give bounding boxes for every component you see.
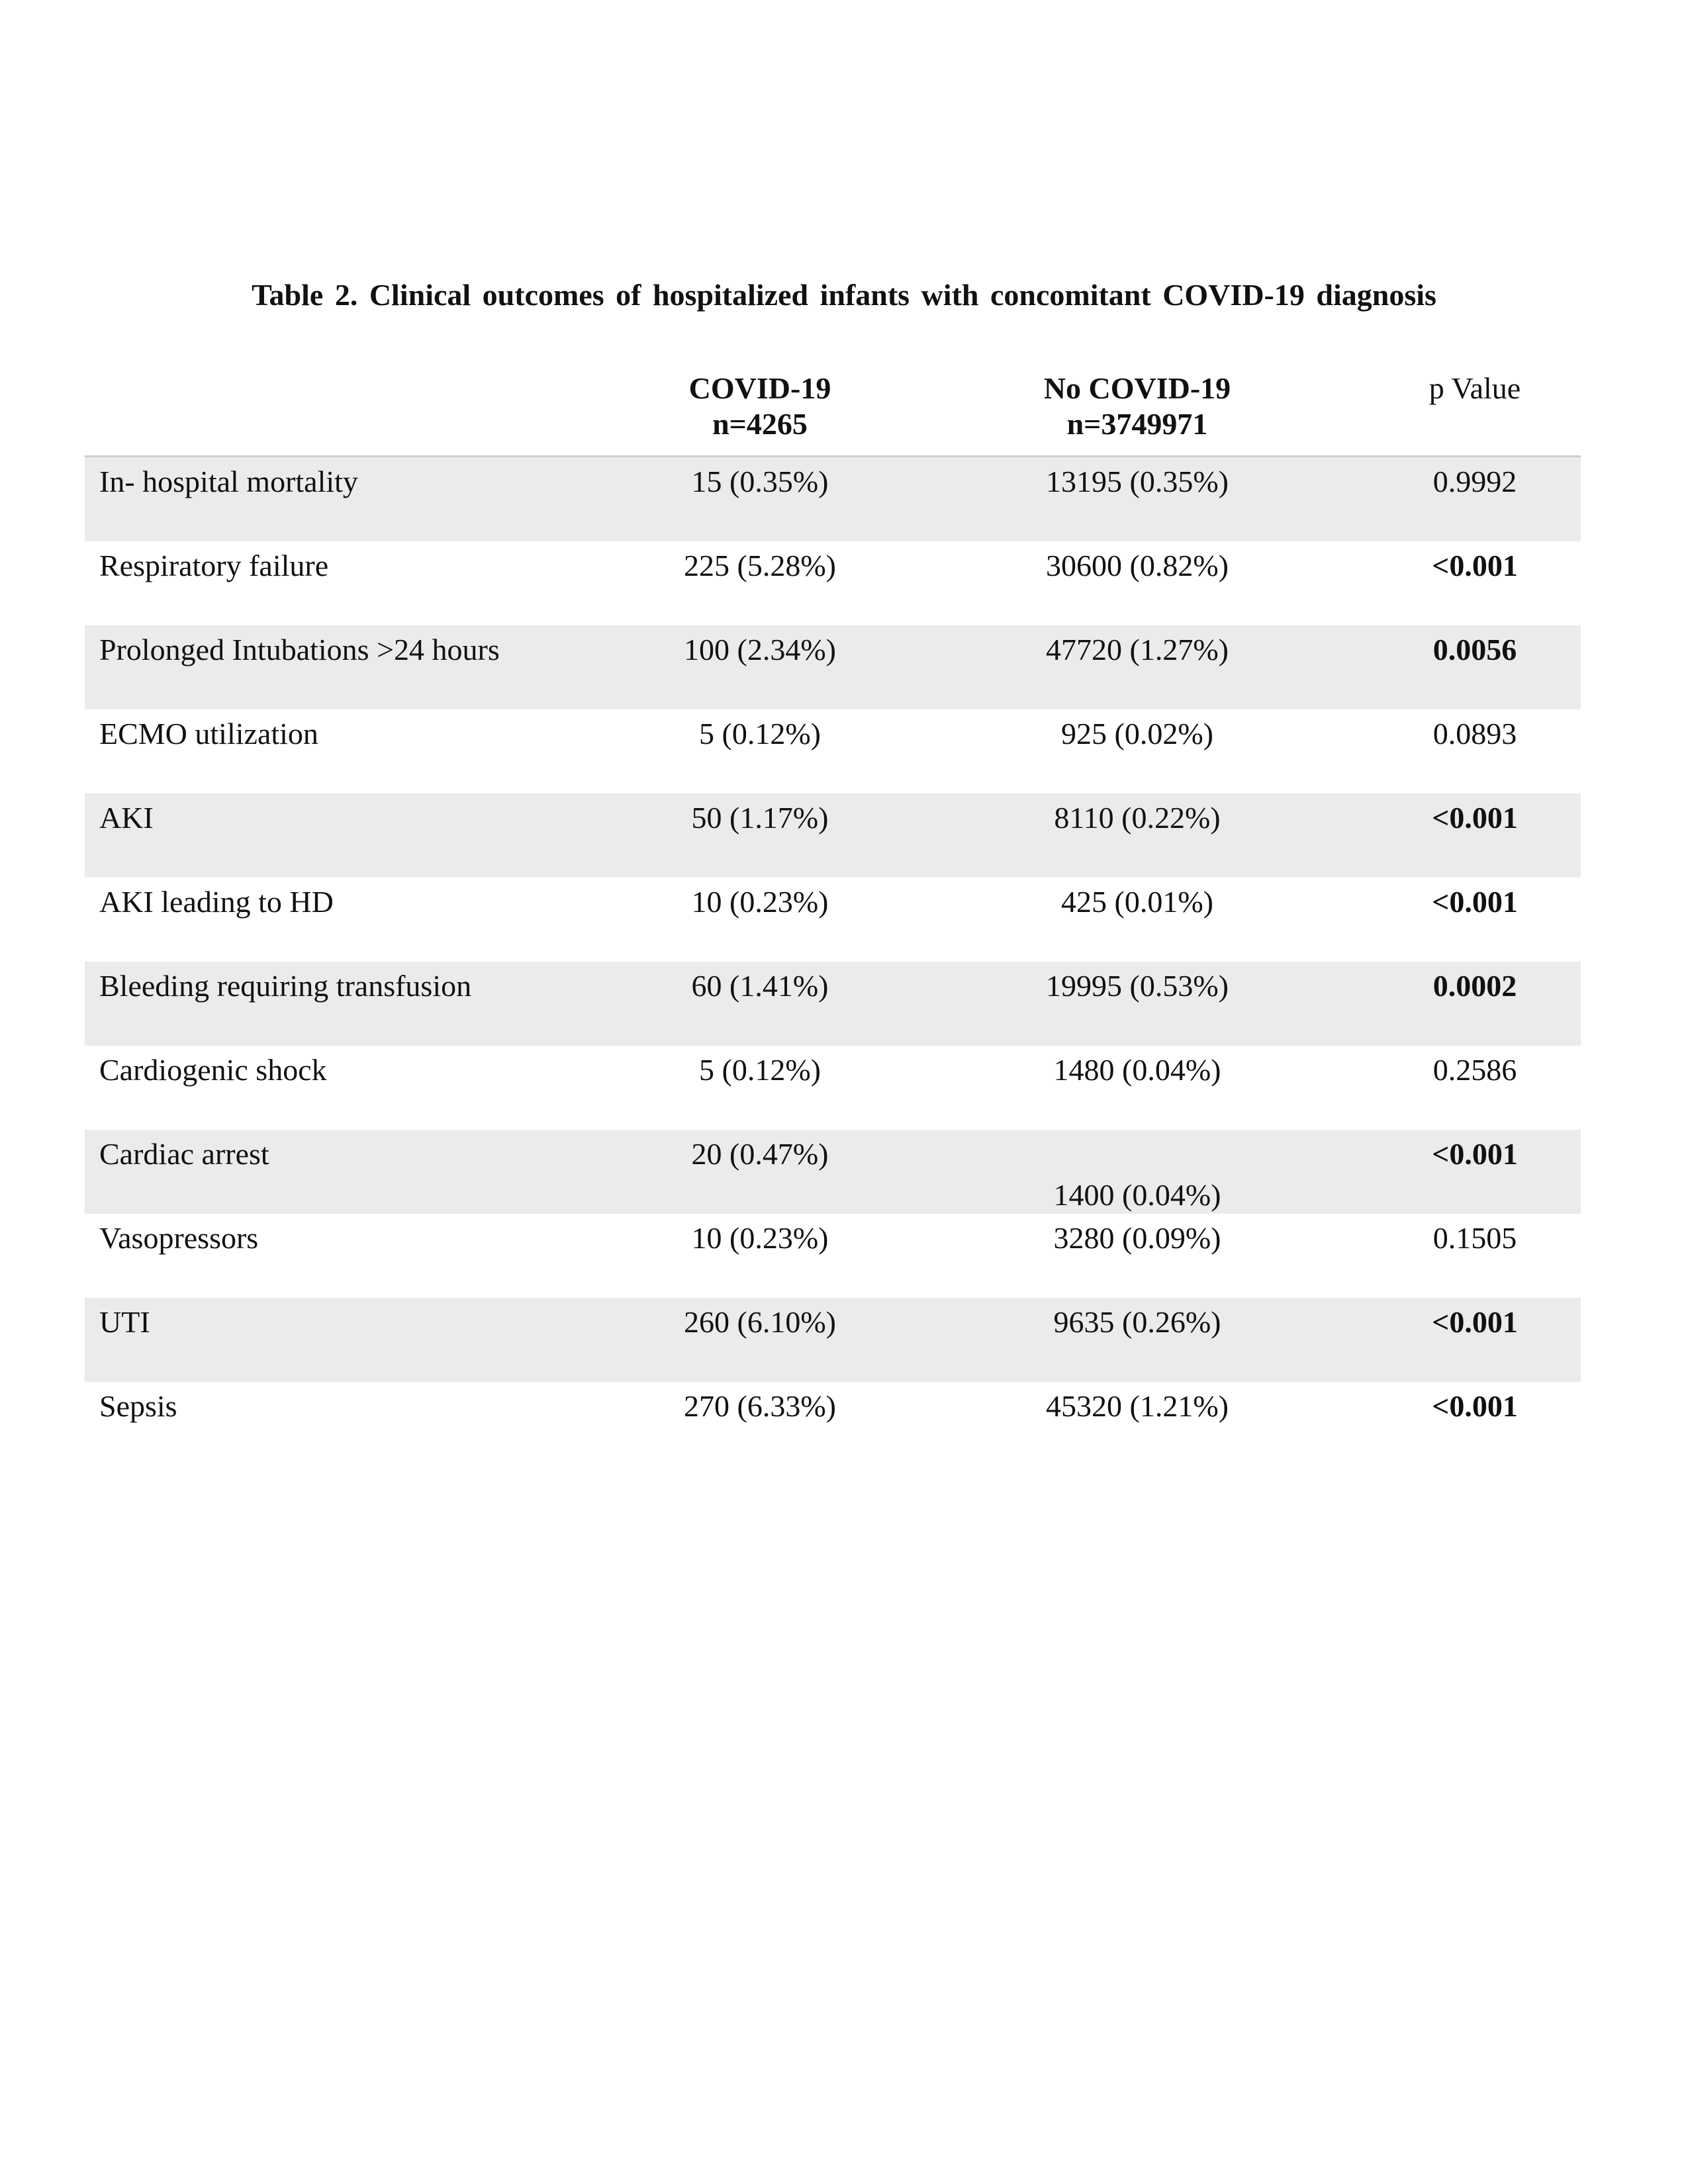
row-label: UTI	[99, 1305, 150, 1339]
covid-value: 20 (0.47%)	[691, 1137, 829, 1171]
header-covid	[628, 371, 892, 442]
row-label: Bleeding requiring transfusion	[99, 969, 472, 1003]
covid-value: 260 (6.10%)	[684, 1305, 836, 1339]
no-covid-value: 45320 (1.21%)	[1046, 1389, 1229, 1423]
covid-value: 5 (0.12%)	[699, 1053, 821, 1087]
no-covid-value: 47720 (1.27%)	[1046, 633, 1229, 666]
header-no-covid-n: n=3749971	[1066, 407, 1208, 441]
header-no-covid	[998, 371, 1276, 442]
table-row	[85, 541, 1581, 625]
no-covid-value: 1480 (0.04%)	[1053, 1053, 1221, 1087]
header-p-value: p Value	[1429, 371, 1521, 405]
p-value: <0.001	[1432, 549, 1518, 582]
no-covid-value: 425 (0.01%)	[1061, 885, 1213, 919]
row-label: Cardiogenic shock	[99, 1053, 327, 1087]
covid-value: 100 (2.34%)	[684, 633, 836, 666]
no-covid-value: 13195 (0.35%)	[1046, 465, 1229, 498]
table-row	[85, 794, 1581, 878]
p-value: 0.0056	[1432, 633, 1517, 666]
row-label: Prolonged Intubations >24 hours	[99, 633, 500, 666]
table-row	[85, 457, 1581, 541]
p-value: 0.0002	[1432, 969, 1517, 1003]
p-value: 0.9992	[1432, 465, 1517, 498]
table-row	[85, 625, 1581, 709]
covid-value: 225 (5.28%)	[684, 549, 836, 582]
table-row	[85, 962, 1581, 1046]
covid-value: 10 (0.23%)	[691, 885, 829, 919]
covid-value: 10 (0.23%)	[691, 1221, 829, 1255]
covid-value: 270 (6.33%)	[684, 1389, 836, 1423]
covid-value: 60 (1.41%)	[691, 969, 829, 1003]
p-value: <0.001	[1432, 1389, 1518, 1423]
p-value: 0.1505	[1432, 1221, 1517, 1255]
table-row	[85, 1046, 1581, 1130]
p-value: <0.001	[1432, 801, 1518, 835]
table-row	[85, 1298, 1581, 1382]
row-label: Sepsis	[99, 1389, 177, 1423]
table-title: Table 2. Clinical outcomes of hospitalized infants with concomitant COVID-19 diagnosis	[252, 278, 1436, 312]
header-no-covid-label: No COVID-19	[1043, 371, 1231, 405]
no-covid-value: 9635 (0.26%)	[1053, 1305, 1221, 1339]
table-row	[85, 1382, 1581, 1466]
p-value: 0.2586	[1432, 1053, 1517, 1087]
covid-value: 5 (0.12%)	[699, 717, 821, 751]
covid-value: 15 (0.35%)	[691, 465, 829, 498]
no-covid-value: 1400 (0.04%)	[1053, 1178, 1221, 1212]
row-label: AKI	[99, 801, 154, 835]
no-covid-value: 8110 (0.22%)	[1054, 801, 1221, 835]
p-value: 0.0893	[1432, 717, 1517, 751]
row-label: Respiratory failure	[99, 549, 329, 582]
row-label: Cardiac arrest	[99, 1137, 269, 1171]
header-covid-label: COVID-19	[688, 371, 831, 405]
row-label: In- hospital mortality	[99, 465, 358, 498]
table-row	[85, 878, 1581, 962]
row-label: Vasopressors	[99, 1221, 259, 1255]
p-value: <0.001	[1432, 1305, 1518, 1339]
table-row	[85, 1214, 1581, 1298]
table-header	[85, 371, 1581, 457]
table-row	[85, 1130, 1581, 1214]
row-label: ECMO utilization	[99, 717, 318, 751]
no-covid-value: 19995 (0.53%)	[1046, 969, 1229, 1003]
table-row	[85, 709, 1581, 794]
covid-value: 50 (1.17%)	[691, 801, 829, 835]
header-covid-n: n=4265	[712, 407, 808, 441]
row-label: AKI leading to HD	[99, 885, 334, 919]
no-covid-value: 3280 (0.09%)	[1053, 1221, 1221, 1255]
p-value: <0.001	[1432, 1137, 1518, 1171]
p-value: <0.001	[1432, 885, 1518, 919]
no-covid-value: 925 (0.02%)	[1061, 717, 1213, 751]
outcomes-table	[85, 371, 1581, 1466]
no-covid-value: 30600 (0.82%)	[1046, 549, 1229, 582]
